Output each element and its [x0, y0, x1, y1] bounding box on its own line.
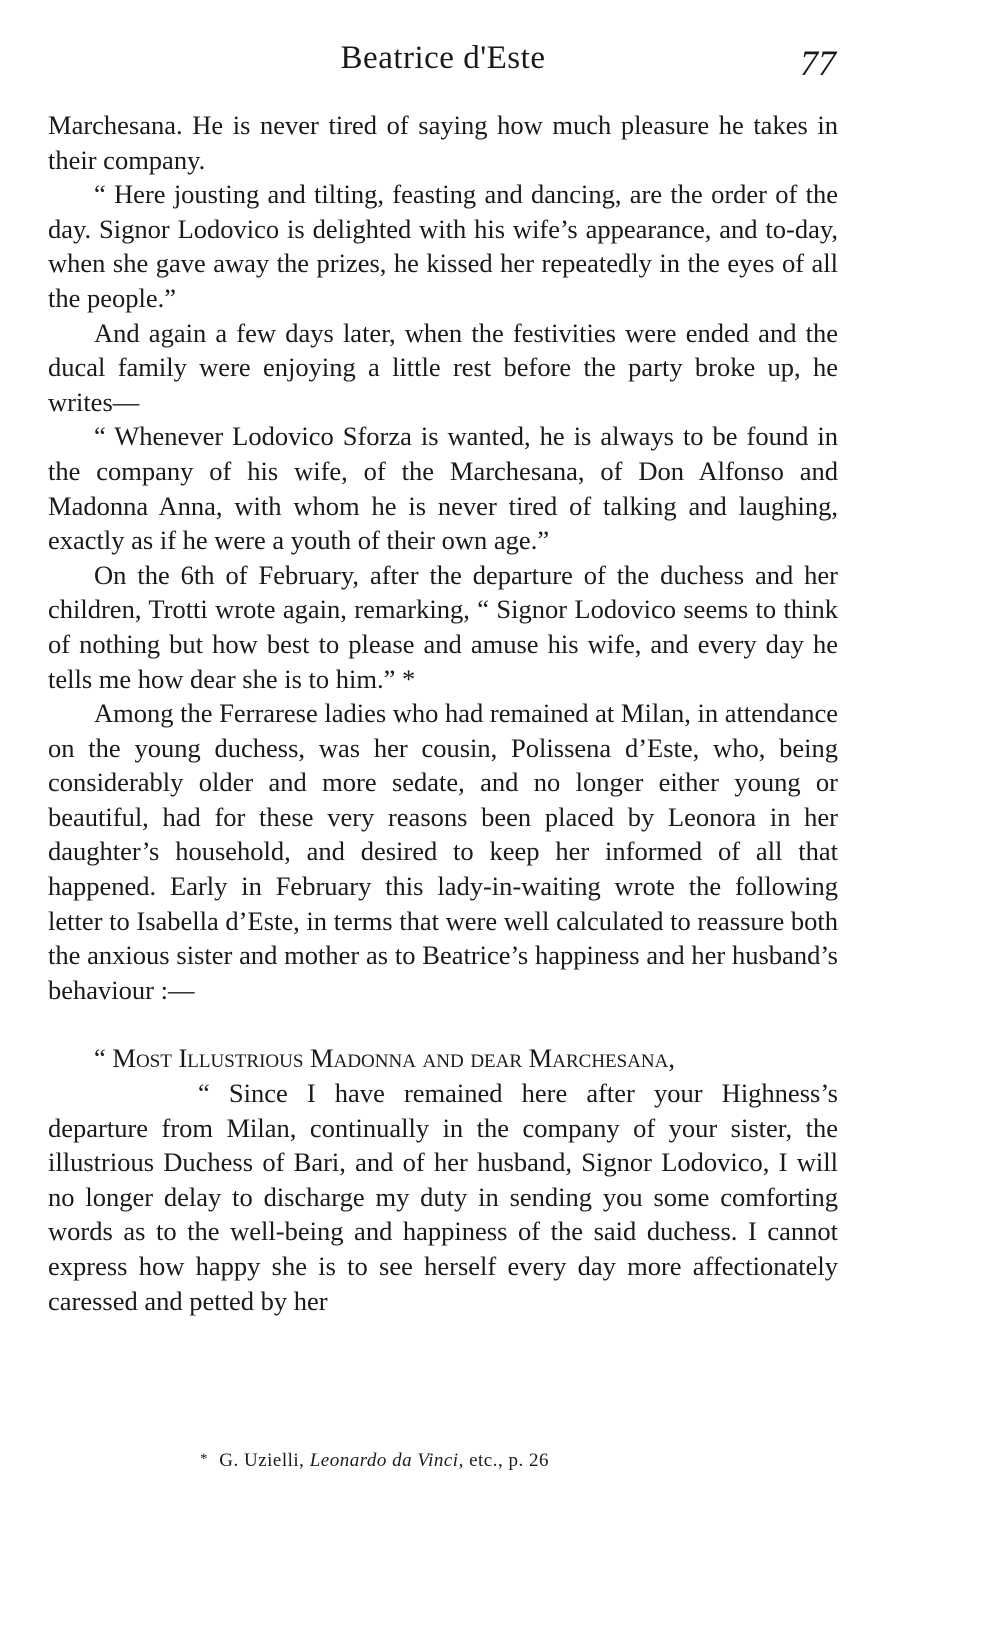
letter-body: “ Since I have remained here after your Highness’s departure from Milan, continually in the company of your sister, the illustrious Duchess of Bari, and of her husband, Signor Lodovico, I will no longer delay to discharge my duty in sending you some comforting words as to the well-being and happiness of the said duchess. I cannot express how happy she is to see herself every day more affectionately caressed and petted by her — [48, 1078, 838, 1316]
page-number: 77 — [800, 43, 836, 83]
paragraph: And again a few days later, when the festivities were ended and the ducal family were enjoying a little rest before the party broke up, he writes— — [48, 317, 838, 417]
running-header — [48, 38, 838, 86]
paragraph: “ Here jousting and tilting, feasting and dancing, are the order of the day. Signor Lodovico is delighted with his wife’s appearance, and to-day, when she gave away the prizes, he kissed her repeatedly in the eyes of all the people.” — [48, 179, 838, 313]
running-title: Beatrice d'Este — [340, 40, 546, 76]
paragraph: Marchesana. He is never tired of saying how much pleasure he takes in their company. — [48, 110, 838, 175]
paragraph: On the 6th of February, after the departure of the duchess and her children, Trotti wrote again, remarking, “ Signor Lodovico seems to think of nothing but how best to please and amuse his wife, and every day he tells me how dear she is to him.” * — [48, 559, 838, 694]
footnote — [200, 1450, 549, 1472]
paragraph: Among the Ferrarese ladies who had remained at Milan, in attendance on the young duchess, was her cousin, Polissena d’Este, who, being considerably older and more sedate, and no longer either young or beautiful, had for these very reasons been placed by Leonora in her daughter’s household, and desired to keep her informed of all that happened. Early in February this lady-in-waiting wrote the following letter to Isabella d’Este, in terms that were well calculated to reassure both the anxious sister and mother as to Beatrice’s happiness and her husband’s behaviour :— — [48, 698, 838, 1005]
footnote-rest: etc., p. 26 — [469, 1450, 549, 1471]
footnote-author: G. Uzielli, — [219, 1450, 305, 1471]
footnote-title: Leonardo da Vinci, — [309, 1450, 464, 1471]
footnote-marker: * — [200, 1451, 208, 1467]
letter-salutation: “ Most Illustrious Madonna and dear Marchesana, — [94, 1043, 675, 1074]
body-text — [48, 108, 838, 1318]
paragraph: “ Whenever Lodovico Sforza is wanted, he is always to be found in the company of his wife, of the Marchesana, of Don Alfonso and Madonna Anna, with whom he is never tired of talking and laughing, exactly as if he were a youth of their own age.” — [48, 421, 838, 556]
